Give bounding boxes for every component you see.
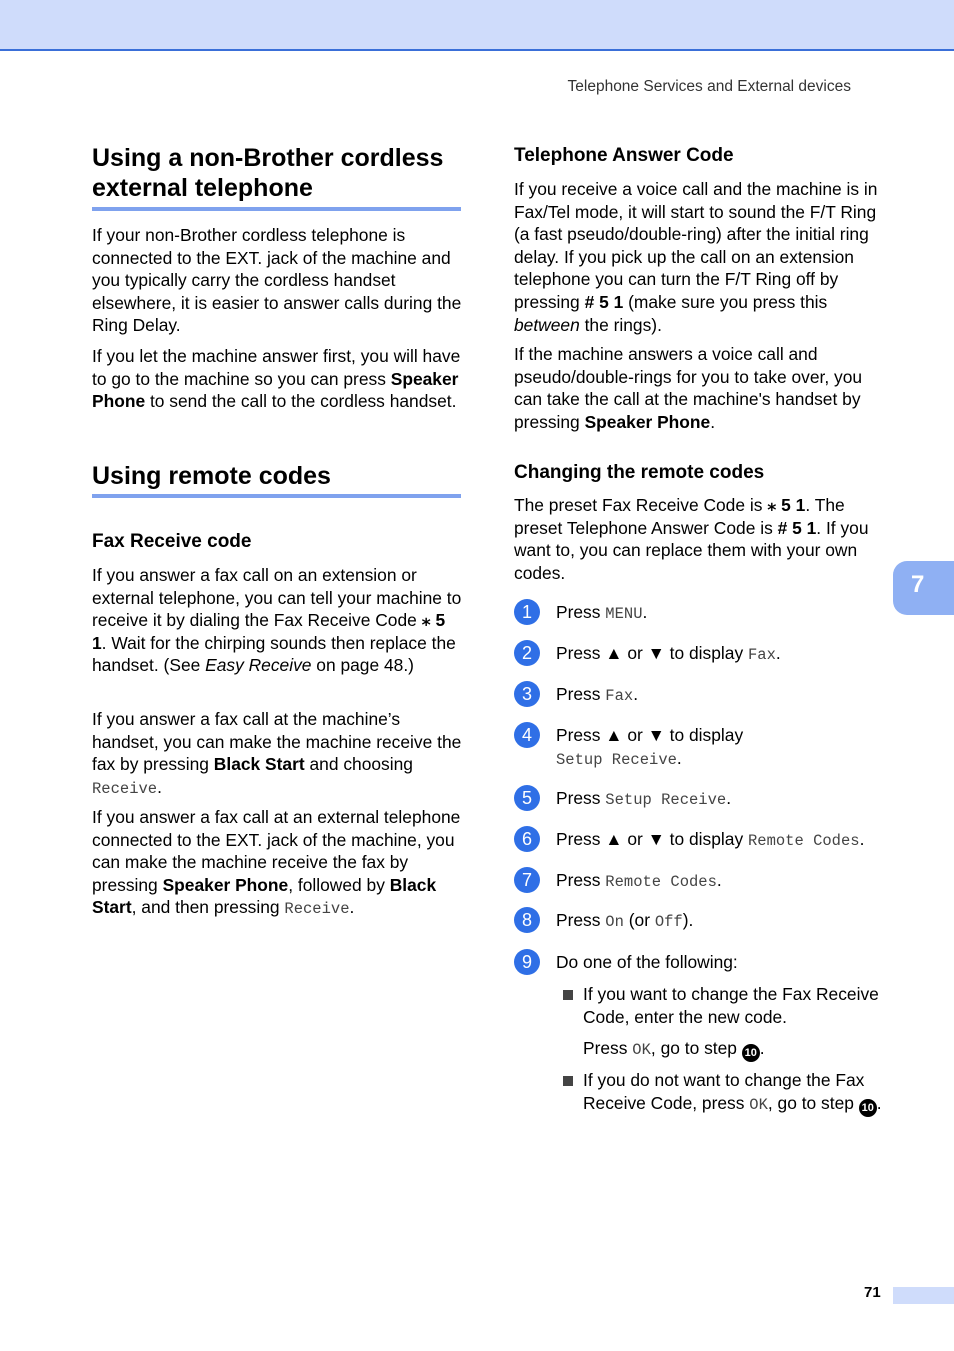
bullet-change-code (583, 983, 898, 1062)
step-number: 9 (514, 949, 540, 975)
fax-paragraph-1: If you answer a fax call on an extension or external telephone, you can tell your machine to receive it by dialing the Fax Receive Code ⁎ 5 1. Wait for the chirping sounds then replace the handset. (See Easy Receive on page 48.) (92, 565, 462, 676)
step-number: 5 (514, 785, 540, 811)
step-8 (514, 907, 894, 933)
step-number: 7 (514, 867, 540, 893)
tel-paragraph-2: If the machine answers a voice call and pseudo/double-rings for you to take over, you can take the call at the machine's handset by pressing Speaker Phone. (514, 344, 863, 432)
heading-changing-remote-codes: Changing the remote codes (514, 462, 765, 483)
step-number: 4 (514, 722, 540, 748)
tel-paragraph-1: If you receive a voice call and the machine is in Fax/Tel mode, it will start to sound the F/T Ring (a fast pseudo/double-ring) after the initial ring delay. If you pick up the call on an extension telephone you can turn the F/T Ring off by pressing # 5 1 (make sure you press this between the rings). (514, 179, 878, 335)
step-text: Press Setup Receive. (556, 788, 732, 809)
heading-remote-codes: Using remote codes (92, 462, 331, 490)
running-head: Telephone Services and External devices (567, 78, 851, 95)
footer-bar (893, 1287, 954, 1304)
step-9 (514, 949, 894, 975)
heading-cordless: Using a non-Brother cordless external telephone (92, 144, 444, 202)
step-text: Press Fax. (556, 684, 639, 705)
step-4 (514, 722, 894, 772)
step-1 (514, 599, 894, 625)
bullet-square-icon (563, 1076, 573, 1086)
heading-fax-receive-code: Fax Receive code (92, 531, 252, 552)
chapter-number: 7 (911, 571, 925, 598)
step-number: 8 (514, 907, 540, 933)
step-text: Press Remote Codes. (556, 870, 722, 891)
cordless-paragraph-1: If your non-Brother cordless telephone is connected to the EXT. jack of the machine and you typically carry the cordless handset elsewhere, it is easier to answer calls during the Ring Delay. (92, 225, 462, 336)
step-5 (514, 785, 894, 811)
step-text: Press MENU. (556, 602, 648, 623)
fax-paragraph-3: If you answer a fax call at an external telephone connected to the EXT. jack of the machine, you can make the machine receive the fax by pressing Speaker Phone, followed by Black Start, and then pressing Receive. (92, 807, 461, 919)
step-2 (514, 640, 894, 666)
heading-telephone-answer-code: Telephone Answer Code (514, 145, 734, 166)
step-number: 1 (514, 599, 540, 625)
step-ref-icon: 10 (742, 1044, 760, 1062)
bullet-keep-code (583, 1069, 898, 1117)
chapter-tab (893, 561, 954, 615)
step-3 (514, 681, 894, 707)
step-text: Do one of the following: (556, 952, 738, 972)
step-7 (514, 867, 894, 893)
step-number: 6 (514, 826, 540, 852)
step-ref-icon: 10 (859, 1099, 877, 1117)
heading-rule (92, 494, 461, 498)
step-number: 3 (514, 681, 540, 707)
step-6 (514, 826, 894, 852)
step-text: Press ▲ or ▼ to display Remote Codes. (556, 829, 865, 850)
fax-paragraph-2: If you answer a fax call at the machine’s handset, you can make the machine receive the fax by pressing Black Start and choosing Receive. (92, 709, 462, 798)
bullet-square-icon (563, 990, 573, 1000)
changing-paragraph: The preset Fax Receive Code is ⁎ 5 1. The preset Telephone Answer Code is # 5 1. If you want to, you can replace them with your own codes. (514, 495, 869, 583)
step-text: Press On (or Off). (556, 910, 694, 931)
cordless-paragraph-2: If you let the machine answer first, you will have to go to the machine so you can press Speaker Phone to send the call to the cordless handset. (92, 346, 461, 412)
bullet-press-line: Press OK, go to step 10 . (583, 1037, 898, 1062)
page-number: 71 (864, 1284, 881, 1301)
bullet-text: If you want to change the Fax Receive Code, enter the new code. (583, 984, 879, 1027)
step-number: 2 (514, 640, 540, 666)
step-text: Press ▲ or ▼ to display Setup Receive. (556, 725, 744, 769)
step-text: Press ▲ or ▼ to display Fax. (556, 643, 781, 664)
heading-rule (92, 207, 461, 211)
bullet-text: If you do not want to change the Fax Receive Code, press OK, go to step 10 . (583, 1069, 898, 1117)
header-band (0, 0, 954, 51)
